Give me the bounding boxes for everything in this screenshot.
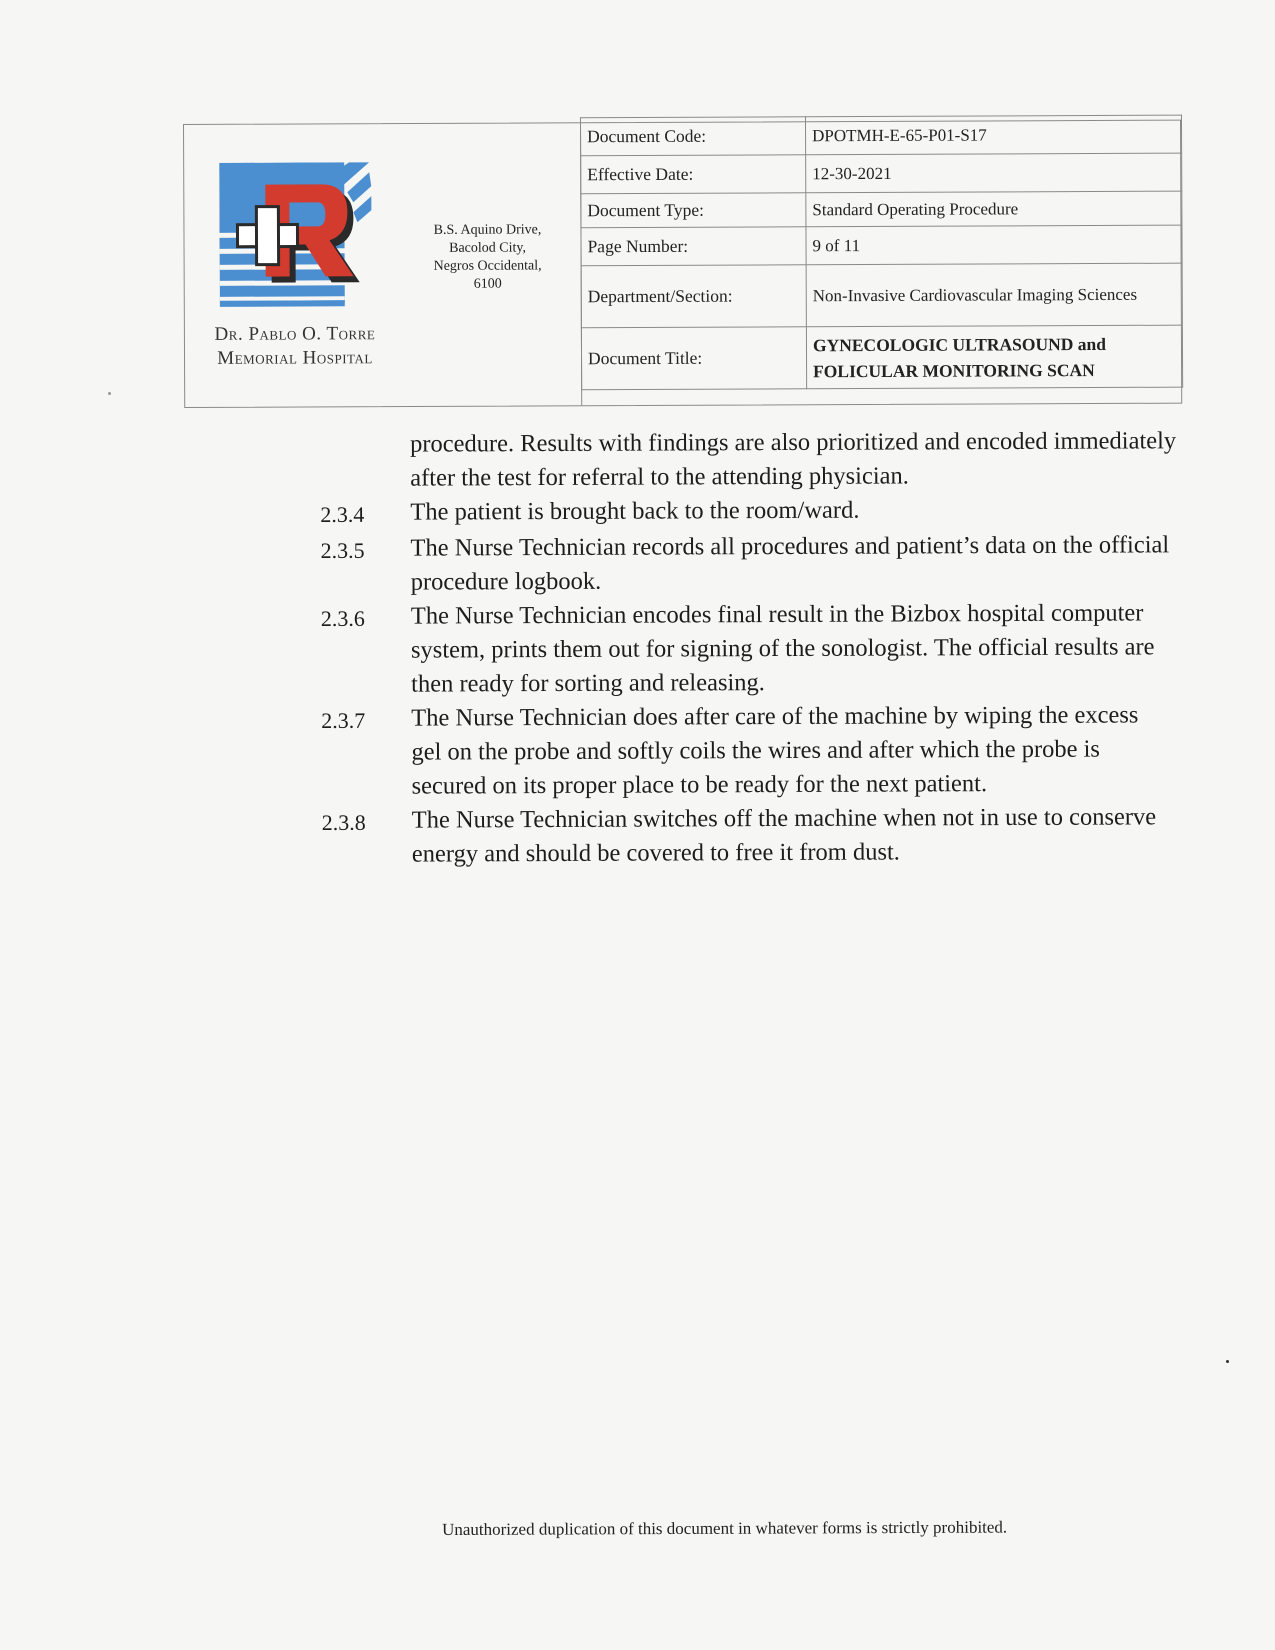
item-number: 2.3.7 [321, 707, 366, 733]
list-item [320, 528, 1180, 600]
item-number: 2.3.5 [320, 537, 365, 563]
info-value: DPOTMH-E-65-P01-S17 [805, 115, 1181, 155]
hospital-name-line2: Memorial Hospital [217, 347, 373, 369]
info-value: Non-Invasive Cardiovascular Imaging Sciences [806, 263, 1182, 327]
continuation-paragraph: procedure. Results with findings are also prioritized and encoded immediately after the test for referral to the attending physician. [410, 427, 1177, 492]
item-number: 2.3.8 [321, 809, 366, 835]
info-label: Document Title: [581, 327, 806, 390]
document-info-table [580, 115, 1183, 391]
list-item [321, 596, 1181, 702]
procedure-content [320, 424, 1182, 872]
hospital-address [412, 221, 562, 294]
info-label: Page Number: [581, 227, 806, 266]
info-row-document-title [581, 325, 1182, 390]
info-label: Document Code: [580, 117, 805, 156]
info-row-page-number [581, 225, 1182, 266]
item-text: The Nurse Technician does after care of the machine by wiping the excess gel on the probe and softly coils the wires and after which the probe is secured on its proper place to be ready for the next patient. [411, 701, 1139, 800]
address-line: Bacolod City, [449, 240, 527, 256]
info-label: Document Type: [581, 193, 806, 228]
hospital-name-line1: Dr. Pablo O. Torre [214, 323, 376, 345]
info-label: Effective Date: [581, 155, 806, 194]
info-value: 12-30-2021 [806, 153, 1182, 193]
address-line: 6100 [473, 276, 502, 292]
list-item [321, 698, 1181, 804]
info-label: Department/Section: [581, 265, 806, 328]
list-item [320, 492, 1180, 532]
info-row-document-code [580, 115, 1181, 156]
hospital-name [195, 322, 395, 371]
hospital-logo-icon [219, 162, 380, 313]
document-title: GYNECOLOGIC ULTRASOUND and FOLICULAR MONITORING SCAN [806, 325, 1182, 389]
info-value: 9 of 11 [806, 225, 1182, 265]
item-text: The Nurse Technician records all procedures and patient’s data on the official procedure logbook. [410, 531, 1170, 596]
address-line: B.S. Aquino Drive, [433, 222, 542, 238]
info-value: Standard Operating Procedure [806, 191, 1182, 227]
item-text: The Nurse Technician encodes final result in the Bizbox hospital computer system, prints them out for signing of the sonologist. The official results are then ready for sorting and releasing. [410, 599, 1155, 698]
scan-speck [1226, 1360, 1229, 1363]
address-line: Negros Occidental, [433, 258, 542, 274]
logo-area [184, 123, 582, 407]
item-number: 2.3.6 [320, 605, 365, 631]
item-text: The Nurse Technician switches off the machine when not in use to conserve energy and should be covered to free it from dust. [411, 803, 1157, 868]
info-row-effective-date [581, 153, 1182, 194]
item-text: The patient is brought back to the room/ward. [410, 496, 860, 526]
document-header [183, 120, 1182, 408]
info-row-document-type [581, 191, 1182, 228]
item-number: 2.3.4 [320, 501, 365, 527]
info-row-department [581, 263, 1182, 328]
scan-speck [108, 392, 111, 395]
footer-notice: Unauthorized duplication of this document in whatever forms is strictly prohibited. [442, 1517, 1008, 1539]
list-item [322, 800, 1182, 872]
